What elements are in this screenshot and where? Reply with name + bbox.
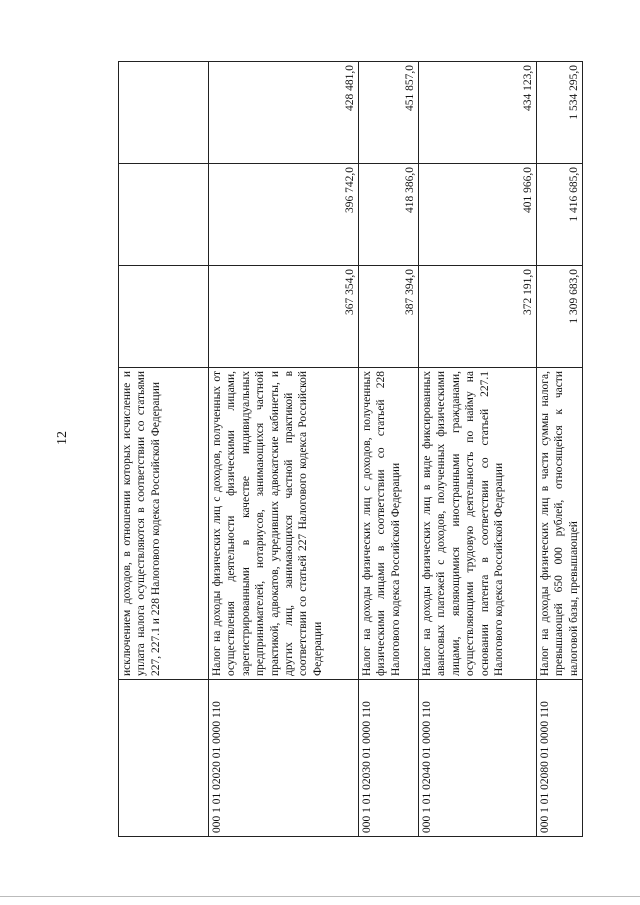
table-row	[419, 62, 537, 837]
table-row	[537, 62, 583, 837]
code-cell: 000 1 01 02020 01 0000 110	[209, 680, 359, 837]
value-cell-3: 434 123,0	[419, 62, 537, 164]
name-cell: Налог на доходы физических лиц в виде фиксированных авансовых платежей с доходов, полученных физическими лицами, являющимися иностранными гражданами, осуществляющими трудовую деятельность по найму на основании патента в соответствии со статьей 227.1 Налогового кодекса Российской Федерации	[419, 368, 537, 680]
code-cell	[119, 680, 209, 837]
value-cell-2: 1 416 685,0	[537, 164, 583, 266]
value-cell-1	[119, 266, 209, 368]
table-row	[359, 62, 419, 837]
code-cell: 000 1 01 02030 01 0000 110	[359, 680, 419, 837]
name-cell: Налог на доходы физических лиц с доходов, полученных физическими лицами в соответствии со статьей 228 Налогового кодекса Российской Федерации	[359, 368, 419, 680]
name-cell: Налог на доходы физических лиц с доходов, полученных от осуществления деятельности физическими лицами, зарегистрированными в качестве индивидуальных предпринимателей, нотариусов, занимающихся частной практикой, адвокатов, учредивших адвокатские кабинеты, и других лиц, занимающихся частной практикой в соответствии со статьей 227 Налогового кодекса Российской Федерации	[209, 368, 359, 680]
code-cell: 000 1 01 02080 01 0000 110	[537, 680, 583, 837]
value-cell-1: 387 394,0	[359, 266, 419, 368]
name-cell: исключением доходов, в отношении которых исчисление и уплата налога осуществляются в соответствии со статьями 227, 227.1 и 228 Налогового кодекса Российской Федерации	[119, 368, 209, 680]
value-cell-2: 401 966,0	[419, 164, 537, 266]
value-cell-2: 396 742,0	[209, 164, 359, 266]
table-row	[209, 62, 359, 837]
value-cell-3: 428 481,0	[209, 62, 359, 164]
value-cell-1: 1 309 683,0	[537, 266, 583, 368]
scan-edge-line	[0, 896, 640, 897]
value-cell-2	[119, 164, 209, 266]
name-cell: Налог на доходы физических лиц в части суммы налога, превышающей 650 000 рублей, относящейся к части налоговой базы, превышающей	[537, 368, 583, 680]
code-cell: 000 1 01 02040 01 0000 110	[419, 680, 537, 837]
table-row	[119, 62, 209, 837]
budget-table	[118, 61, 583, 837]
value-cell-3: 1 534 295,0	[537, 62, 583, 164]
value-cell-3	[119, 62, 209, 164]
value-cell-2: 418 386,0	[359, 164, 419, 266]
value-cell-1: 367 354,0	[209, 266, 359, 368]
rotated-table-container	[118, 65, 580, 837]
page-number: 12	[55, 431, 70, 445]
value-cell-1: 372 191,0	[419, 266, 537, 368]
value-cell-3: 451 857,0	[359, 62, 419, 164]
